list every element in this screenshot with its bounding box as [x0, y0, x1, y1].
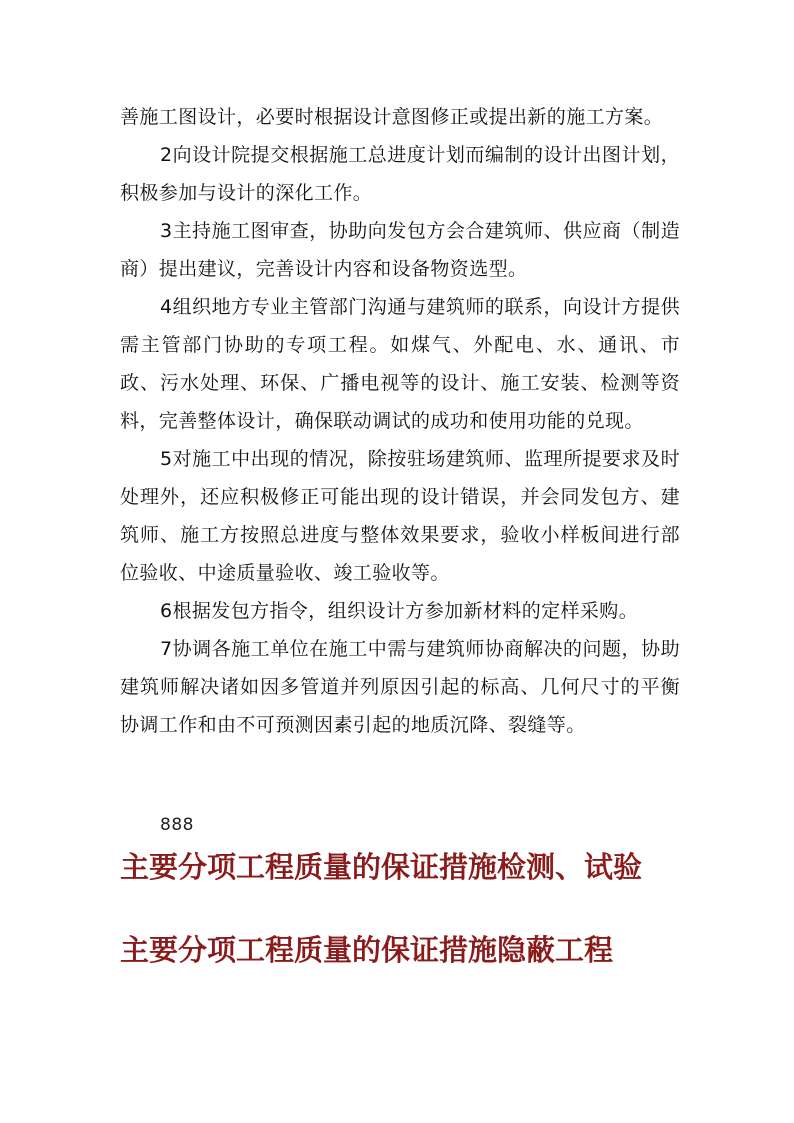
- body-text: [120, 98, 680, 744]
- paragraph-item-6: 6根据发包方指令，组织设计方参加新材料的定样采购。: [160, 600, 639, 622]
- paragraph-item-4: 4组织地方专业主管部门沟通与建筑师的联系，向设计方提供需主管部门协助的专项工程。如煤气、外配电、水、通讯、市政、污水处理、环保、广播电视等的设计、施工安装、检测等资料，完善整体设计，确保联动调试的成功和使用功能的兑现。: [120, 296, 680, 432]
- page-number: 888: [160, 815, 194, 835]
- paragraph-item-7: 7协调各施工单位在施工中需与建筑师协商解决的问题，协助建筑师解决诸如因多管道并列原因引起的标高、几何尺寸的平衡协调工作和由不可预测因素引起的地质沉降、裂缝等。: [120, 638, 680, 736]
- paragraph-item-5: 5对施工中出现的情况，除按驻场建筑师、监理所提要求及时处理外，还应积极修正可能出现的设计错误，并会同发包方、建筑师、施工方按照总进度与整体效果要求，验收小样板间进行部位验收、中途质量验收、竣工验收等。: [120, 448, 680, 584]
- section-heading-inspection-testing: 主要分项工程质量的保证措施检测、试验: [120, 850, 643, 884]
- paragraph-item-3: 3主持施工图审查，协助向发包方会合建筑师、供应商（制造商）提出建议，完善设计内容和设备物资选型。: [120, 220, 680, 280]
- paragraph-item-2: 2向设计院提交根据施工总进度计划而编制的设计出图计划，积极参加与设计的深化工作。: [120, 144, 680, 204]
- paragraph-continuation: 善施工图设计，必要时根据设计意图修正或提出新的施工方案。: [120, 106, 664, 128]
- section-heading-concealed-works: 主要分项工程质量的保证措施隐蔽工程: [120, 933, 614, 967]
